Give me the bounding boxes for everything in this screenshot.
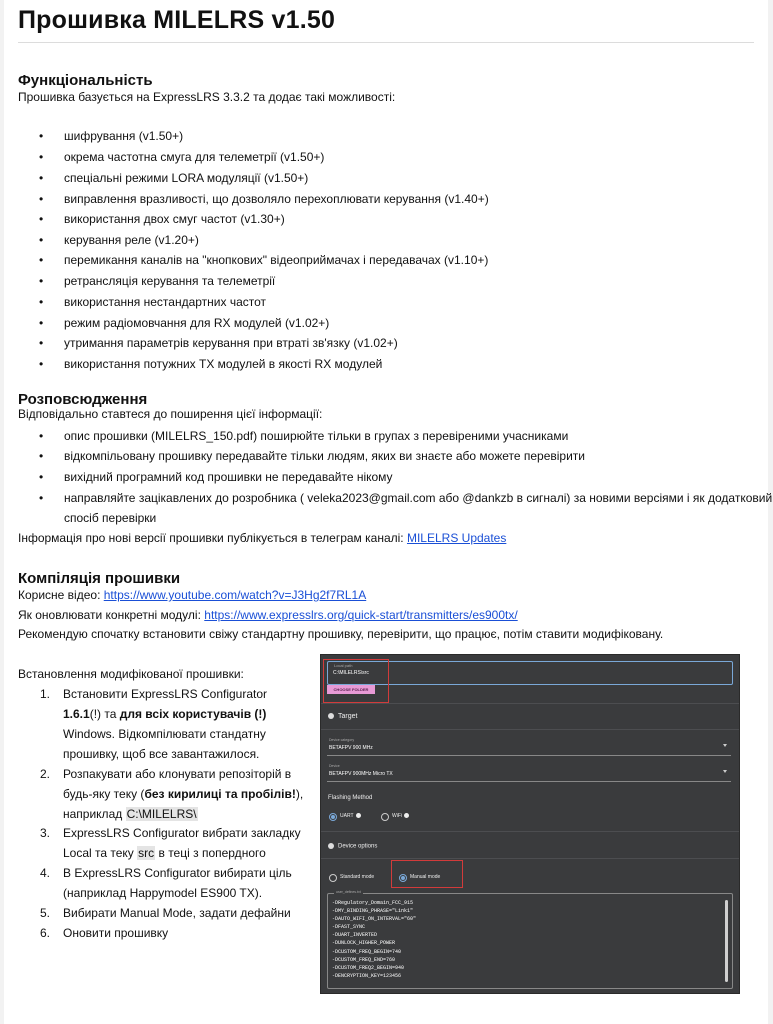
modules-link[interactable]: https://www.expresslrs.org/quick-start/transmitters/es900tx/: [204, 608, 518, 622]
feature-item: • шифрування (v1.50+): [64, 128, 183, 144]
step-text: Вибирати Manual Mode, задати дефайни: [63, 906, 291, 920]
choose-folder-button[interactable]: CHOOSE FOLDER: [327, 685, 375, 694]
modules-label: Як оновлювати конкретні модулі:: [18, 608, 205, 622]
distribution-item: • відкомпільовану прошивку передавайте тільки людям, яких ви знаєте або можете перевірити: [64, 448, 585, 464]
define-line: -DCUSTOM_FREQ_END=760: [332, 956, 396, 963]
video-link[interactable]: https://www.youtube.com/watch?v=J3Hg2f7RL1A: [103, 588, 367, 602]
step-text: Встановити ExpressLRS Configurator 1.6.1(!) та для всіх користувачів (!) Windows. Відкомпілювати стандатну прошивку, щоб все завантажилося.: [63, 687, 268, 761]
uart-radio[interactable]: [329, 813, 337, 821]
define-line: -DMY_BINDING_PHRASE="Link1": [332, 908, 414, 915]
step-number: 5.: [40, 906, 51, 920]
chevron-down-icon: [723, 744, 727, 747]
define-line: -DFAST_SYNC: [332, 924, 366, 931]
highlight-box-path: [323, 659, 389, 703]
page-title: Прошивка MILELRS v1.50: [18, 6, 336, 34]
uart-label: UART: [340, 813, 361, 819]
feature-item: • утримання параметрів керування при втраті зв'язку (v1.02+): [64, 335, 398, 351]
defines-label: user_defines.txt: [336, 890, 361, 894]
page-edge-right: [768, 0, 773, 1024]
defines-scrollbar[interactable]: [725, 900, 728, 982]
standard-mode-label: Standard mode: [340, 874, 375, 880]
manual-mode-label: Manual mode: [410, 874, 441, 880]
divider: [321, 831, 739, 832]
flashing-method-heading: Flashing Method: [328, 795, 373, 801]
device-value: BETAFPV 900MHz Micro TX: [329, 771, 393, 777]
step-number: 2.: [40, 767, 51, 781]
distribution-item: • направляйте зацікавлених до розробника ( veleka2023@gmail.com або @dankzb в сигналі) за новими версіями і як додатковий: [64, 490, 772, 506]
feature-item: • використання потужних TX модулей в якості RX модулей: [64, 356, 382, 372]
feature-item: • режим радіомовчання для RX модулей (v1.02+): [64, 315, 329, 331]
step-5: [40, 903, 310, 923]
configurator-screenshot: [320, 654, 740, 994]
updates-prefix: Інформація про нові версії прошивки публікується в телеграм каналі:: [18, 531, 407, 545]
define-line: -DUNLOCK_HIGHER_POWER: [332, 940, 396, 947]
step-3: [40, 823, 310, 863]
feature-item: • використання нестандартних частот: [64, 294, 266, 310]
feature-item: • використання двох смуг частот (v1.30+): [64, 211, 285, 227]
updates-line: [18, 530, 506, 546]
video-label: Корисне відео:: [18, 588, 104, 602]
help-icon: [404, 813, 409, 818]
step-number: 1.: [40, 687, 51, 701]
divider: [321, 729, 739, 730]
manual-mode-radio[interactable]: [399, 874, 407, 882]
step-text: ExpressLRS Configurator вибрати закладку Local та теку src в теці з попердного: [63, 826, 301, 860]
device-category-value: BETAFPV 900 MHz: [329, 745, 373, 751]
feature-item: • ретрансляція керування та телеметрії: [64, 273, 275, 289]
feature-item: • спеціальні режими LORA модуляції (v1.50+): [64, 170, 308, 186]
device-category-label: Device category: [329, 738, 355, 742]
updates-link[interactable]: MILELRS Updates: [406, 531, 507, 545]
local-path-value: C:\MILELRS\src: [333, 670, 369, 676]
defines-list: [332, 899, 416, 980]
step-text: В ExpressLRS Configurator вибирати ціль (наприклад Happymodel ES900 TX).: [63, 866, 292, 900]
device-category-select[interactable]: [327, 737, 731, 756]
recommend-text: Рекомендую спочатку встановити свіжу стандартну прошивку, перевірити, що працює, потім ставити модифіковану.: [18, 627, 664, 641]
distribution-heading: Розповсюдження: [18, 391, 148, 408]
feature-item: • виправлення вразливості, що дозволяло перехоплювати керування (v1.40+): [64, 191, 489, 207]
distribution-item: • опис прошивки (MILELRS_150.pdf) поширюйте тільки в групах з перевіреними учасниками: [64, 428, 568, 444]
device-select[interactable]: [327, 763, 731, 782]
modules-line: [18, 607, 518, 623]
device-options-section: Device options: [328, 843, 377, 850]
define-line: -DCUSTOM_FREQ2_BEGIN=940: [332, 964, 405, 971]
divider: [321, 858, 739, 859]
device-label: Device: [329, 764, 340, 768]
define-line: -DCUSTOM_FREQ_BEGIN=740: [332, 948, 402, 955]
gear-icon: [328, 843, 334, 849]
step-text: Розпакувати або клонувати репозіторій в будь-яку теку (без кирилиці та пробілів!), наприклад C:\MILELRS\: [63, 767, 304, 821]
wifi-radio[interactable]: [381, 813, 389, 821]
distribution-item: • вихідний програмний код прошивки не передавайте нікому: [64, 469, 393, 485]
wifi-label: WiFi: [392, 813, 409, 819]
define-line: -DRegulatory_Domain_FCC_915: [332, 900, 414, 906]
features-intro: Прошивка базується на ExpressLRS 3.3.2 та додає такі можливості:: [18, 90, 396, 104]
local-path-label: Local path: [334, 663, 353, 668]
step-4: [40, 863, 310, 903]
step-number: 6.: [40, 926, 51, 940]
distribution-item-continued: спосіб перевірки: [64, 511, 157, 525]
gear-icon: [328, 713, 334, 719]
help-icon: [356, 813, 361, 818]
step-1: [40, 684, 310, 764]
define-line: -DUART_INVERTED: [332, 932, 378, 939]
title-divider: [18, 42, 754, 43]
feature-item: • керування реле (v1.20+): [64, 232, 199, 248]
step-text: Оновити прошивку: [63, 926, 169, 940]
define-line: -DENCRYPTION_KEY=123456: [332, 972, 402, 979]
distribution-intro: Відповідально ставтеся до поширення цієї інформації:: [18, 407, 323, 421]
defines-textarea[interactable]: [327, 890, 733, 989]
video-line: [18, 587, 366, 603]
step-6: [40, 923, 310, 943]
standard-mode-radio[interactable]: [329, 874, 337, 882]
chevron-down-icon: [723, 770, 727, 773]
define-line: -DAUTO_WIFI_ON_INTERVAL="60": [332, 916, 417, 923]
divider: [321, 703, 739, 704]
step-number: 4.: [40, 866, 51, 880]
target-section: Target: [328, 713, 357, 720]
page-edge-left: [0, 0, 4, 1024]
features-heading: Функціональність: [18, 72, 153, 89]
step-number: 3.: [40, 826, 51, 840]
install-heading: Встановлення модифікованої прошивки:: [18, 667, 244, 681]
compile-heading: Компіляція прошивки: [18, 570, 181, 587]
feature-item: • перемикання каналів на "кнопкових" відеоприймачах і передавачах (v1.10+): [64, 252, 488, 268]
step-2: [40, 764, 310, 824]
feature-item: • окрема частотна смуга для телеметрії (v1.50+): [64, 149, 324, 165]
